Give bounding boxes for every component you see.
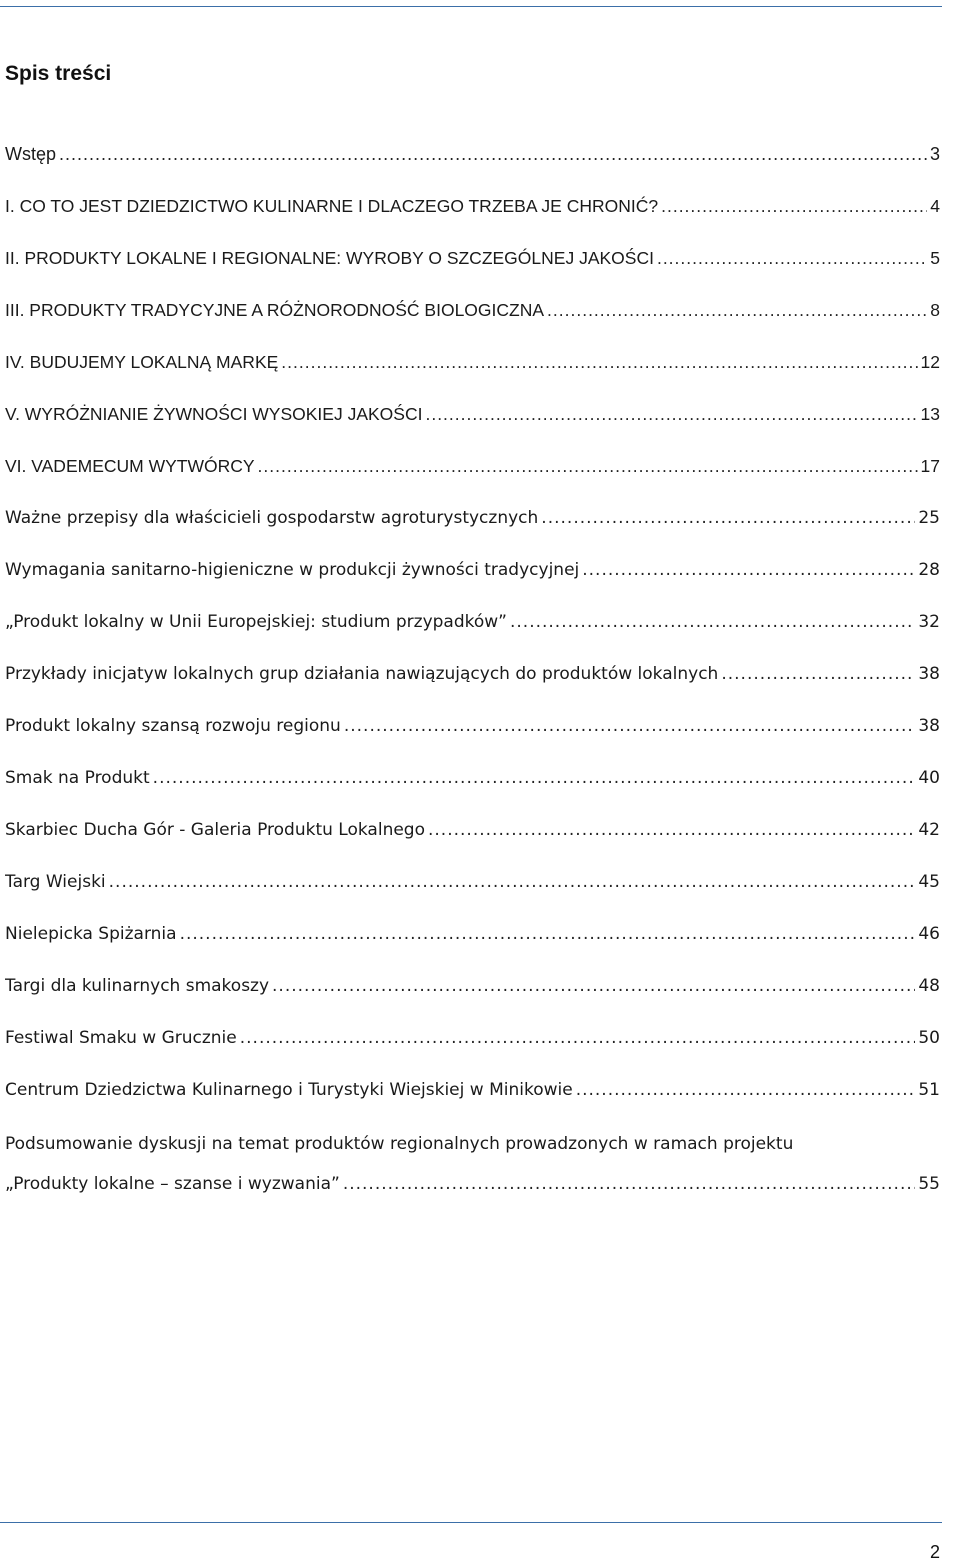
toc-entry-title: I. CO TO JEST DZIEDZICTWO KULINARNE I DLACZEGO TRZEBA JE CHRONIĆ?	[5, 196, 659, 216]
toc-entry-chapter-5[interactable]	[5, 404, 940, 456]
footer-rule	[0, 1522, 942, 1523]
toc-entry-page: 28	[918, 560, 940, 580]
toc-entry-title: Przykłady inicjatyw lokalnych grup działania nawiązujących do produktów lokalnych	[5, 664, 719, 684]
toc-entry-page: 17	[920, 456, 940, 476]
dot-leader	[428, 820, 915, 840]
dot-leader	[547, 300, 927, 321]
dot-leader	[272, 976, 915, 996]
toc-entry-smak-na-produkt[interactable]	[5, 768, 940, 820]
toc-entry-eu-case-studies[interactable]	[5, 612, 940, 664]
toc-entry-targ-wiejski[interactable]	[5, 872, 940, 924]
toc-entry-chapter-2[interactable]	[5, 248, 940, 300]
dot-leader	[153, 768, 916, 788]
dot-leader	[344, 716, 916, 736]
page-number: 2	[929, 1542, 940, 1562]
toc-entry-page: 46	[918, 924, 940, 944]
toc-entry-page: 3	[929, 144, 940, 164]
toc-entry-title: VI. VADEMECUM WYTWÓRCY	[5, 456, 255, 476]
toc-entry-chapter-4[interactable]	[5, 352, 940, 404]
toc-entry-page: 12	[920, 352, 940, 372]
dot-leader	[582, 560, 915, 580]
toc-entry-sanitary-requirements[interactable]	[5, 560, 940, 612]
toc-entry-title: Wymagania sanitarno-higieniczne w produkcji żywności tradycyjnej	[5, 560, 580, 580]
toc-entry-intro[interactable]	[5, 144, 940, 196]
toc-entry-page: 38	[918, 716, 940, 736]
toc-entry-regional-development[interactable]	[5, 716, 940, 768]
dot-leader	[240, 1028, 916, 1048]
dot-leader	[657, 248, 927, 269]
toc-entry-title: IV. BUDUJEMY LOKALNĄ MARKĘ	[5, 352, 279, 372]
toc-entry-page: 13	[920, 404, 940, 424]
toc-entry-summary[interactable]	[5, 1132, 940, 1194]
toc-entry-page: 5	[930, 248, 940, 268]
dot-leader	[258, 456, 918, 477]
toc-entry-page: 48	[918, 976, 940, 996]
toc-entry-page: 25	[918, 508, 940, 528]
toc-entry-line2	[5, 1174, 940, 1194]
toc-entry-page: 55	[918, 1174, 940, 1194]
toc-entry-page: 8	[930, 300, 940, 320]
toc-entry-page: 32	[918, 612, 940, 632]
toc-entry-page: 4	[930, 196, 940, 216]
dot-leader	[180, 924, 916, 944]
toc-entry-title: Festiwal Smaku w Grucznie	[5, 1028, 237, 1048]
dot-leader	[661, 196, 927, 217]
toc-entry-title: Targ Wiejski	[5, 872, 106, 892]
toc-entry-page: 40	[918, 768, 940, 788]
toc-entry-page: 38	[918, 664, 940, 684]
toc-entry-title: Produkt lokalny szansą rozwoju regionu	[5, 716, 341, 736]
toc-entry-title: Nielepicka Spiżarnia	[5, 924, 177, 944]
toc-entry-page: 42	[918, 820, 940, 840]
toc-entry-centrum[interactable]	[5, 1080, 940, 1132]
toc-entry-title: Targi dla kulinarnych smakoszy	[5, 976, 270, 996]
toc-entry-lag-initiatives[interactable]	[5, 664, 940, 716]
toc-entry-title: Wstęp	[5, 144, 57, 164]
toc-entry-title: III. PRODUKTY TRADYCYJNE A RÓŻNORODNOŚĆ BIOLOGICZNA	[5, 300, 545, 320]
toc-entry-title: Skarbiec Ducha Gór - Galeria Produktu Lokalnego	[5, 820, 425, 840]
toc-entry-title: Ważne przepisy dla właścicieli gospodarstw agroturystycznych	[5, 508, 539, 528]
toc-entry-title: II. PRODUKTY LOKALNE I REGIONALNE: WYROBY O SZCZEGÓLNEJ JAKOŚCI	[5, 248, 654, 268]
toc-entry-festiwal[interactable]	[5, 1028, 940, 1080]
dot-leader	[59, 144, 927, 165]
toc-entry-page: 51	[918, 1080, 940, 1100]
toc-entry-title: V. WYRÓŻNIANIE ŻYWNOŚCI WYSOKIEJ JAKOŚCI	[5, 404, 423, 424]
toc-entry-targi[interactable]	[5, 976, 940, 1028]
toc-entry-title: Smak na Produkt	[5, 768, 150, 788]
toc-heading: Spis treści	[5, 62, 112, 85]
toc-entry-chapter-3[interactable]	[5, 300, 940, 352]
dot-leader	[721, 664, 915, 684]
toc-entry-page: 50	[918, 1028, 940, 1048]
toc-entry-title-line2: „Produkty lokalne – szanse i wyzwania”	[5, 1174, 340, 1194]
dot-leader	[576, 1080, 916, 1100]
toc-entry-chapter-6[interactable]	[5, 456, 940, 508]
toc-entry-chapter-1[interactable]	[5, 196, 940, 248]
dot-leader	[541, 508, 915, 528]
toc-entry-title-line1: Podsumowanie dyskusji na temat produktów regionalnych prowadzonych w ramach projektu	[5, 1134, 794, 1154]
toc-entry-title: Centrum Dziedzictwa Kulinarnego i Turystyki Wiejskiej w Minikowie	[5, 1080, 573, 1100]
toc-entry-agrotourism-regulations[interactable]	[5, 508, 940, 560]
toc-entry-page: 45	[918, 872, 940, 892]
dot-leader	[425, 404, 917, 425]
header-rule	[0, 6, 942, 7]
dot-leader	[510, 612, 915, 632]
dot-leader	[109, 872, 916, 892]
dot-leader	[343, 1174, 916, 1194]
toc-list	[5, 144, 940, 1194]
toc-entry-title: „Produkt lokalny w Unii Europejskiej: studium przypadków”	[5, 612, 507, 632]
toc-entry-skarbiec[interactable]	[5, 820, 940, 872]
dot-leader	[281, 352, 917, 373]
toc-entry-nielepicka[interactable]	[5, 924, 940, 976]
